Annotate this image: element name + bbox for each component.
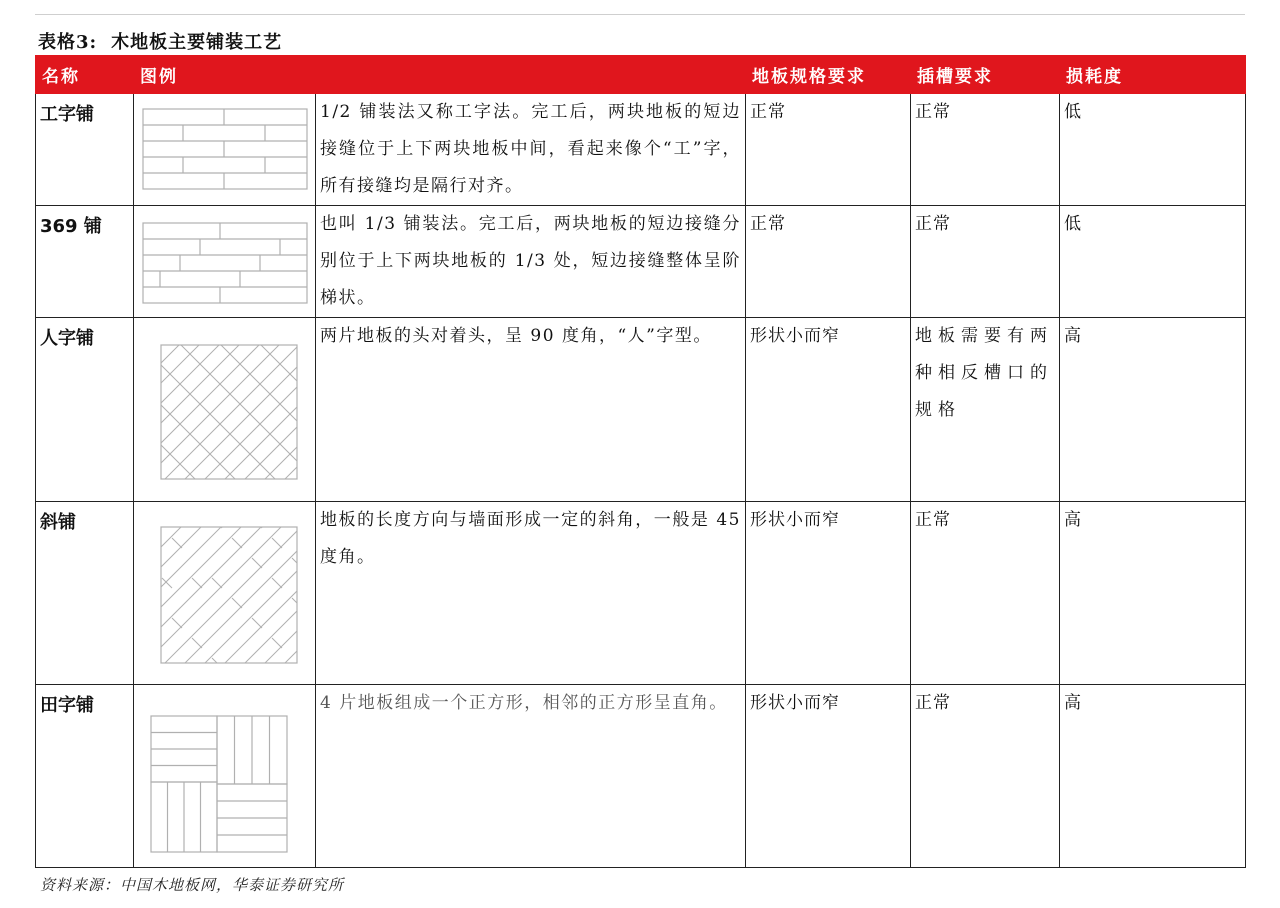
brick-third-pattern-icon xyxy=(142,222,308,304)
diagonal-pattern-icon xyxy=(160,526,298,664)
method-name: 369 铺 xyxy=(36,206,134,318)
loss-level: 高 xyxy=(1060,502,1246,685)
table-row xyxy=(36,318,1246,502)
slot-requirement: 地板需要有两种相反槽口的规格 xyxy=(911,318,1060,502)
spec-requirement: 形状小而窄 xyxy=(746,685,911,868)
table-row xyxy=(36,94,1246,206)
herringbone-pattern-icon xyxy=(160,344,298,480)
table-caption: 木地板主要铺装工艺 xyxy=(111,32,283,53)
table-row xyxy=(36,206,1246,318)
method-description: 也叫 1/3 铺装法。完工后，两块地板的短边接缝分别位于上下两块地板的 1/3 处，短边接缝整体呈阶梯状。 xyxy=(316,206,746,318)
header-loss: 损耗度 xyxy=(1060,56,1246,94)
loss-level: 高 xyxy=(1060,318,1246,502)
method-figure xyxy=(134,318,316,502)
header-figure: 图例 xyxy=(134,56,316,94)
method-name: 田字铺 xyxy=(36,685,134,868)
header-description xyxy=(316,56,746,94)
method-name: 人字铺 xyxy=(36,318,134,502)
slot-requirement: 正常 xyxy=(911,502,1060,685)
slot-requirement: 正常 xyxy=(911,94,1060,206)
spec-requirement: 形状小而窄 xyxy=(746,502,911,685)
flooring-methods-table xyxy=(35,55,1246,868)
method-figure xyxy=(134,94,316,206)
source-note: 资料来源：中国木地板网，华泰证券研究所 xyxy=(40,876,345,894)
table-number: 表格3: xyxy=(38,32,98,53)
method-name: 工字铺 xyxy=(36,94,134,206)
top-divider xyxy=(35,14,1245,15)
loss-level: 低 xyxy=(1060,94,1246,206)
method-name: 斜铺 xyxy=(36,502,134,685)
header-row xyxy=(36,56,1246,94)
slot-requirement: 正常 xyxy=(911,206,1060,318)
method-description: 1/2 铺装法又称工字法。完工后，两块地板的短边接缝位于上下两块地板中间，看起来像个“工”字，所有接缝均是隔行对齐。 xyxy=(316,94,746,206)
table-row xyxy=(36,685,1246,868)
method-description: 两片地板的头对着头，呈 90 度角，“人”字型。 xyxy=(316,318,746,502)
table-title xyxy=(38,28,282,54)
loss-level: 高 xyxy=(1060,685,1246,868)
method-figure xyxy=(134,502,316,685)
spec-requirement: 正常 xyxy=(746,94,911,206)
header-spec: 地板规格要求 xyxy=(746,56,911,94)
spec-requirement: 形状小而窄 xyxy=(746,318,911,502)
method-description: 4 片地板组成一个正方形，相邻的正方形呈直角。 xyxy=(316,685,746,868)
header-slot: 插槽要求 xyxy=(911,56,1060,94)
brick-half-pattern-icon xyxy=(142,108,308,190)
parquet-square-pattern-icon xyxy=(150,715,292,853)
slot-requirement: 正常 xyxy=(911,685,1060,868)
header-name: 名称 xyxy=(36,56,134,94)
method-figure xyxy=(134,685,316,868)
spec-requirement: 正常 xyxy=(746,206,911,318)
method-figure xyxy=(134,206,316,318)
loss-level: 低 xyxy=(1060,206,1246,318)
table-row xyxy=(36,502,1246,685)
method-description: 地板的长度方向与墙面形成一定的斜角，一般是 45 度角。 xyxy=(316,502,746,685)
